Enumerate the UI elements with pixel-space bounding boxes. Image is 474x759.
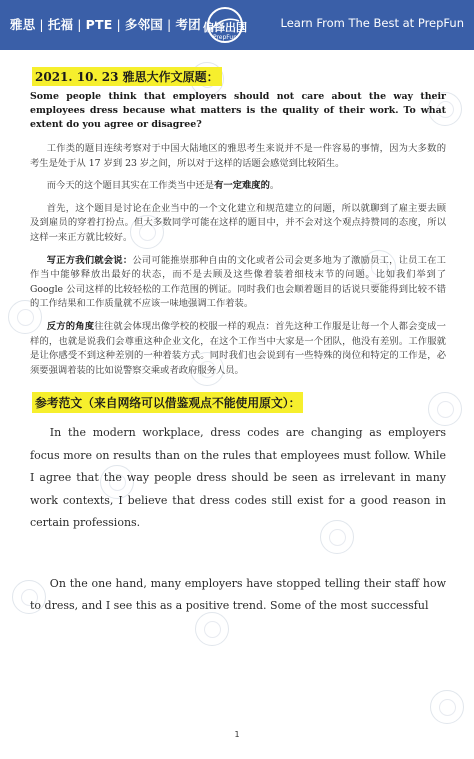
slogan: Learn From The Best at PrepFun — [280, 16, 464, 30]
logo-subtext: PrepFun — [212, 34, 238, 41]
analysis-text: 公司可能推崇那种自由的文化或者公司会更多地为了激励员工，让员工在工作当中能够释放出最好的状态，而不是去顾及这些像着装着细枝末节的问题。比如我们举到了 Google 公司这样的比较轻松的工作范围的例证。同时我们也会顺着题目的话说只要能得到比较不错的工作结果和工作质量就不应该一味地强调工作着装。 — [30, 254, 446, 310]
analysis-paragraph: 首先，这个题目是讨论在企业当中的一个文化建立和规范建立的问题，所以就聊到了雇主要去顾及到雇员的穿着打扮点。但大多数同学可能在这样的题目中，并不会对这个观点持赞同的态度，所以这样一来正方就比较好。 — [30, 202, 446, 243]
logo-text: 偏锋出国 — [203, 21, 247, 34]
essay-paragraph: In the modern workplace, dress codes are changing as employers focus more on results than on the rules that employees must follow. While I agree that the way people dress should be seen as irrelevant in many work contexts, I believe that dress codes still exist for a good reason in certain professions. — [30, 426, 446, 530]
essay-question-title: 2021. 10. 23 雅思大作文原题： — [32, 67, 222, 86]
header-banner — [0, 0, 474, 50]
separator: | — [77, 17, 82, 32]
essay-paragraph: On the one hand, many employers have stopped telling their staff how to dress, and I see this as a positive trend. Some of the most successful — [30, 576, 446, 613]
analysis-text: 往往就会体现出像学校的校服一样的观点：首先这种工作服是让每一个人都会变成一样的，也就是说我们会尊重这种企业文化，在这个工作当中大家是一个团队，他没有差别。工作服就是让你感受不到这种差别的一种着装方式。同时我们也会说到有一些特殊的岗位和特定的工作是，必须要强调着装的比如说警察交乘或者政府服务人员。 — [30, 320, 446, 376]
essay-question: Some people think that employers should not care about the way their employees dress because what matters is the quality of their work. To what extent do you agree or disagree? — [30, 91, 446, 130]
tag-group[interactable]: 考团 — [175, 17, 201, 32]
analysis-text: 。 — [269, 180, 280, 192]
reference-essay-title: 参考范文（来自网络可以借鉴观点不能使用原文）： — [32, 392, 303, 413]
separator: | — [167, 17, 172, 32]
tag-pte[interactable]: PTE — [85, 17, 113, 32]
separator: | — [116, 17, 121, 32]
analysis-paragraph — [30, 254, 446, 312]
analysis-paragraph — [30, 320, 446, 378]
analysis-paragraph: 工作类的题目连续考察对于中国大陆地区的雅思考生来说并不是一件容易的事情，因为大多数的考生是处于从 17 岁到 23 岁之间，所以对于这样的话题会感觉到比较陌生。 — [30, 143, 446, 169]
tag-duolingo[interactable]: 多邻国 — [124, 17, 164, 32]
analysis-paragraph — [30, 179, 446, 194]
analysis-emphasis: 写正方我们就会说： — [46, 254, 133, 266]
analysis-emphasis: 有一定难度的 — [214, 180, 270, 192]
tag-ielts[interactable]: 雅思 — [10, 17, 36, 32]
watermark-logo — [430, 690, 464, 724]
brand-logo[interactable] — [197, 4, 253, 46]
separator: | — [39, 17, 44, 32]
analysis-emphasis: 反方的角度 — [46, 320, 95, 332]
exam-tags — [10, 15, 201, 33]
tag-toefl[interactable]: 托福 — [47, 17, 74, 32]
document-body — [30, 66, 446, 618]
analysis-text: 而今天的这个题目其实在工作类当中还是 — [46, 180, 215, 192]
page-number: 1 — [234, 730, 240, 739]
